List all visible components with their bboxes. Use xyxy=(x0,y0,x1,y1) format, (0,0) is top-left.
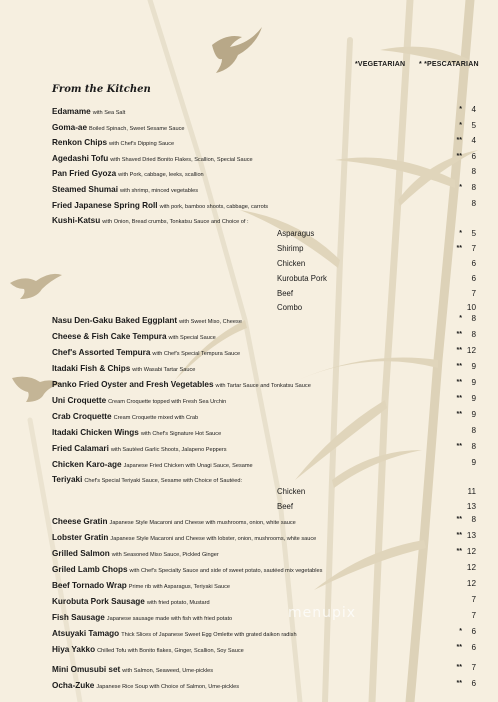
item-diet-mark: ** xyxy=(456,516,462,523)
item-name: Itadaki Fish & Chips xyxy=(52,364,131,373)
item-description: with Pork, cabbage, leeks, scallion xyxy=(118,172,204,178)
menu-item xyxy=(52,313,242,325)
section-title: From the Kitchen xyxy=(52,84,151,95)
item-diet-mark: * xyxy=(459,628,462,635)
menu-item xyxy=(52,457,253,469)
item-name: Teriyaki xyxy=(52,475,83,484)
option-price: 10 xyxy=(466,303,476,312)
item-name: Chef's Assorted Tempura xyxy=(52,348,151,357)
item-price: 8 xyxy=(471,515,476,524)
option-name: Shirimp xyxy=(277,244,304,253)
item-name: Grilled Salmon xyxy=(52,549,110,558)
item-description: with Sautéed Garlic Shoots, Jalapeno Peppers xyxy=(110,447,227,453)
menu-item xyxy=(52,562,322,574)
item-price: 6 xyxy=(471,643,476,652)
item-description: with Shaved Dried Bonito Flakes, Scallion, Special Sauce xyxy=(110,157,253,163)
item-price: 12 xyxy=(466,346,476,355)
item-description: Cream Croquette mixed with Crab xyxy=(113,415,199,421)
option-price: 11 xyxy=(467,487,476,496)
item-name: Fish Sausage xyxy=(52,613,105,622)
item-diet-mark: * xyxy=(459,106,462,113)
menu-item xyxy=(52,120,185,132)
menu-item xyxy=(52,626,297,638)
item-description: Japanese Style Macaroni and Cheese with lobster, onion, mushrooms, white sauce xyxy=(110,536,317,542)
item-name: Lobster Gratin xyxy=(52,533,109,542)
option-name: Asparagus xyxy=(277,229,315,238)
item-diet-mark: ** xyxy=(456,153,462,160)
menu-item xyxy=(52,642,244,654)
item-name: Beef Tornado Wrap xyxy=(52,581,127,590)
option-price: 5 xyxy=(471,229,476,238)
option-name: Chicken xyxy=(277,259,306,268)
item-price: 6 xyxy=(471,627,476,636)
menu-item xyxy=(52,678,239,690)
item-name: Agedashi Tofu xyxy=(52,154,109,163)
item-name: Kurobuta Pork Sausage xyxy=(52,597,145,606)
item-description: Chilled Tofu with Bonito flakes, Ginger, Scallion, Soy Sauce xyxy=(97,648,244,654)
menu-item xyxy=(52,329,216,341)
item-description: with fried potato, Mustard xyxy=(146,600,210,606)
item-price: 8 xyxy=(471,426,476,435)
item-price: 8 xyxy=(471,183,476,192)
item-description: with Chef's Dipping Sauce xyxy=(109,141,175,147)
item-price: 5 xyxy=(471,121,476,130)
menu-item xyxy=(52,530,316,542)
menu-item xyxy=(52,594,210,606)
menu-item xyxy=(52,441,227,453)
item-name: Griled Lamb Chops xyxy=(52,565,128,574)
item-price: 12 xyxy=(466,579,476,588)
option-price: 6 xyxy=(471,274,476,283)
item-diet-mark: ** xyxy=(456,411,462,418)
item-diet-mark: ** xyxy=(456,644,462,651)
option-name: Beef xyxy=(277,502,294,511)
item-price: 9 xyxy=(471,458,476,467)
item-name: Atsuyaki Tamago xyxy=(52,629,120,638)
option-name: Beef xyxy=(277,289,294,298)
item-name: Chicken Karo-age xyxy=(52,460,122,469)
menu-item xyxy=(52,213,249,225)
item-diet-mark: ** xyxy=(456,532,462,539)
item-name: Fried Calamari xyxy=(52,444,109,453)
menu-item xyxy=(52,662,213,674)
item-diet-mark: ** xyxy=(456,443,462,450)
menu-item xyxy=(52,104,125,116)
menu-item xyxy=(52,377,311,389)
item-name: Crab Croquette xyxy=(52,412,112,421)
item-price: 9 xyxy=(471,378,476,387)
menu-item xyxy=(52,151,253,163)
item-description: Japanese sausage made with fish with fried potato xyxy=(106,616,233,622)
item-price: 9 xyxy=(471,394,476,403)
item-price: 7 xyxy=(471,595,476,604)
option-price: 7 xyxy=(471,289,476,298)
watermark: menupix xyxy=(288,605,357,621)
item-name: Renkon Chips xyxy=(52,138,108,147)
menu-item xyxy=(52,361,195,373)
menu-item xyxy=(52,578,230,590)
option-diet-mark: ** xyxy=(456,245,462,252)
item-diet-mark: ** xyxy=(456,331,462,338)
item-name: Nasu Den-Gaku Baked Eggplant xyxy=(52,316,178,325)
item-description: with shrimp, minced vegetables xyxy=(119,188,199,194)
item-description: with Seasoned Miso Sauce, Pickled Ginger xyxy=(111,552,219,558)
item-price: 8 xyxy=(471,167,476,176)
item-name: Steamed Shumai xyxy=(52,185,118,194)
option-price: 6 xyxy=(471,259,476,268)
item-description: with Chef's Signature Hot Sauce xyxy=(140,431,222,437)
item-description: Thick Slices of Japanese Sweet Egg Omlette with grated daikon radish xyxy=(121,632,297,638)
item-name: Panko Fried Oyster and Fresh Vegetables xyxy=(52,380,214,389)
item-name: Edamame xyxy=(52,107,91,116)
item-description: with Chef's Specialty Sauce and side of sweet potato, sautéed mix vegetables xyxy=(129,568,323,574)
menu-item xyxy=(52,345,240,357)
legend-pescatarian: * *PESCATARIAN xyxy=(419,61,479,68)
menu-item xyxy=(52,198,268,210)
option-name: Chicken xyxy=(277,487,306,496)
item-description: with Sweet Miso, Cheese xyxy=(179,319,242,325)
item-diet-mark: ** xyxy=(456,395,462,402)
option-price: 7 xyxy=(471,244,476,253)
item-diet-mark: * xyxy=(459,184,462,191)
item-description: with Tartar Sauce and Tonkatsu Sauce xyxy=(215,383,311,389)
item-name: Mini Omusubi set xyxy=(52,665,121,674)
item-description: Japanese Fried Chicken with Unagi Sauce, Sesame xyxy=(123,463,253,469)
item-description: Japanese Style Macaroni and Cheese with mushrooms, onion, white sauce xyxy=(109,520,296,526)
item-description: with Special Sauce xyxy=(168,335,216,341)
item-description: with pork, bamboo shoots, cabbage, carrots xyxy=(159,204,269,210)
item-name: Fried Japanese Spring Roll xyxy=(52,201,158,210)
item-price: 12 xyxy=(466,563,476,572)
item-name: Hiya Yakko xyxy=(52,645,96,654)
item-diet-mark: ** xyxy=(456,363,462,370)
item-description: Japanese Rice Soup with Choice of Salmon, Ume-pickles xyxy=(96,684,240,690)
item-price: 13 xyxy=(466,531,476,540)
item-name: Goma-ae xyxy=(52,123,88,132)
item-price: 8 xyxy=(471,199,476,208)
item-price: 4 xyxy=(471,136,476,145)
item-description: Chef's Special Teriyaki Sauce, Sesame with Choice of Sautéed: xyxy=(84,478,243,484)
menu-item xyxy=(52,610,232,622)
item-name: Ocha-Zuke xyxy=(52,681,95,690)
item-name: Itadaki Chicken Wings xyxy=(52,428,139,437)
item-diet-mark: ** xyxy=(456,379,462,386)
item-description: Cream Croquette topped with Fresh Sea Urchin xyxy=(108,399,227,405)
menu-item xyxy=(52,472,242,484)
item-price: 4 xyxy=(471,105,476,114)
item-price: 8 xyxy=(471,442,476,451)
item-name: Uni Croquette xyxy=(52,396,107,405)
menu-item xyxy=(52,393,226,405)
item-price: 6 xyxy=(471,679,476,688)
item-price: 12 xyxy=(466,547,476,556)
item-diet-mark: ** xyxy=(456,548,462,555)
option-name: Kurobuta Pork xyxy=(277,274,327,283)
menu-item xyxy=(52,546,219,558)
item-diet-mark: ** xyxy=(456,680,462,687)
item-diet-mark: ** xyxy=(456,664,462,671)
menu-item xyxy=(52,425,221,437)
item-price: 9 xyxy=(471,410,476,419)
item-description: Boiled Spinach, Sweet Sesame Sauce xyxy=(89,126,185,132)
item-diet-mark: * xyxy=(459,315,462,322)
option-name: Combo xyxy=(277,303,303,312)
menu-item xyxy=(52,409,198,421)
menu-item xyxy=(52,514,296,526)
item-description: Prime rib with Asparagus, Teriyaki Sauce xyxy=(128,584,231,590)
item-price: 6 xyxy=(471,152,476,161)
item-description: with Chef's Special Tempura Sauce xyxy=(152,351,241,357)
item-name: Pan Fried Gyoza xyxy=(52,169,117,178)
item-diet-mark: ** xyxy=(456,347,462,354)
swallow-icon xyxy=(212,27,262,73)
option-price: 13 xyxy=(466,502,476,511)
item-name: Cheese & Fish Cake Tempura xyxy=(52,332,167,341)
item-description: with Onion, Bread crumbs, Tonkatsu Sauce and Choice of : xyxy=(102,219,249,225)
item-description: with Wasabi Tartar Sauce xyxy=(132,367,196,373)
item-name: Cheese Gratin xyxy=(52,517,108,526)
item-price: 7 xyxy=(471,611,476,620)
item-price: 7 xyxy=(471,663,476,672)
item-diet-mark: ** xyxy=(456,137,462,144)
menu-item xyxy=(52,166,204,178)
legend-vegetarian: *VEGETARIAN xyxy=(355,61,406,68)
item-name: Kushi-Katsu xyxy=(52,216,101,225)
item-price: 8 xyxy=(471,314,476,323)
item-description: with Sea Salt xyxy=(92,110,126,116)
item-description: with Salmon, Seaweed, Ume-pickles xyxy=(122,668,214,674)
option-diet-mark: * xyxy=(459,230,462,237)
menu-item xyxy=(52,182,198,194)
item-price: 9 xyxy=(471,362,476,371)
item-diet-mark: * xyxy=(459,122,462,129)
item-price: 8 xyxy=(471,330,476,339)
menu-item xyxy=(52,135,174,147)
